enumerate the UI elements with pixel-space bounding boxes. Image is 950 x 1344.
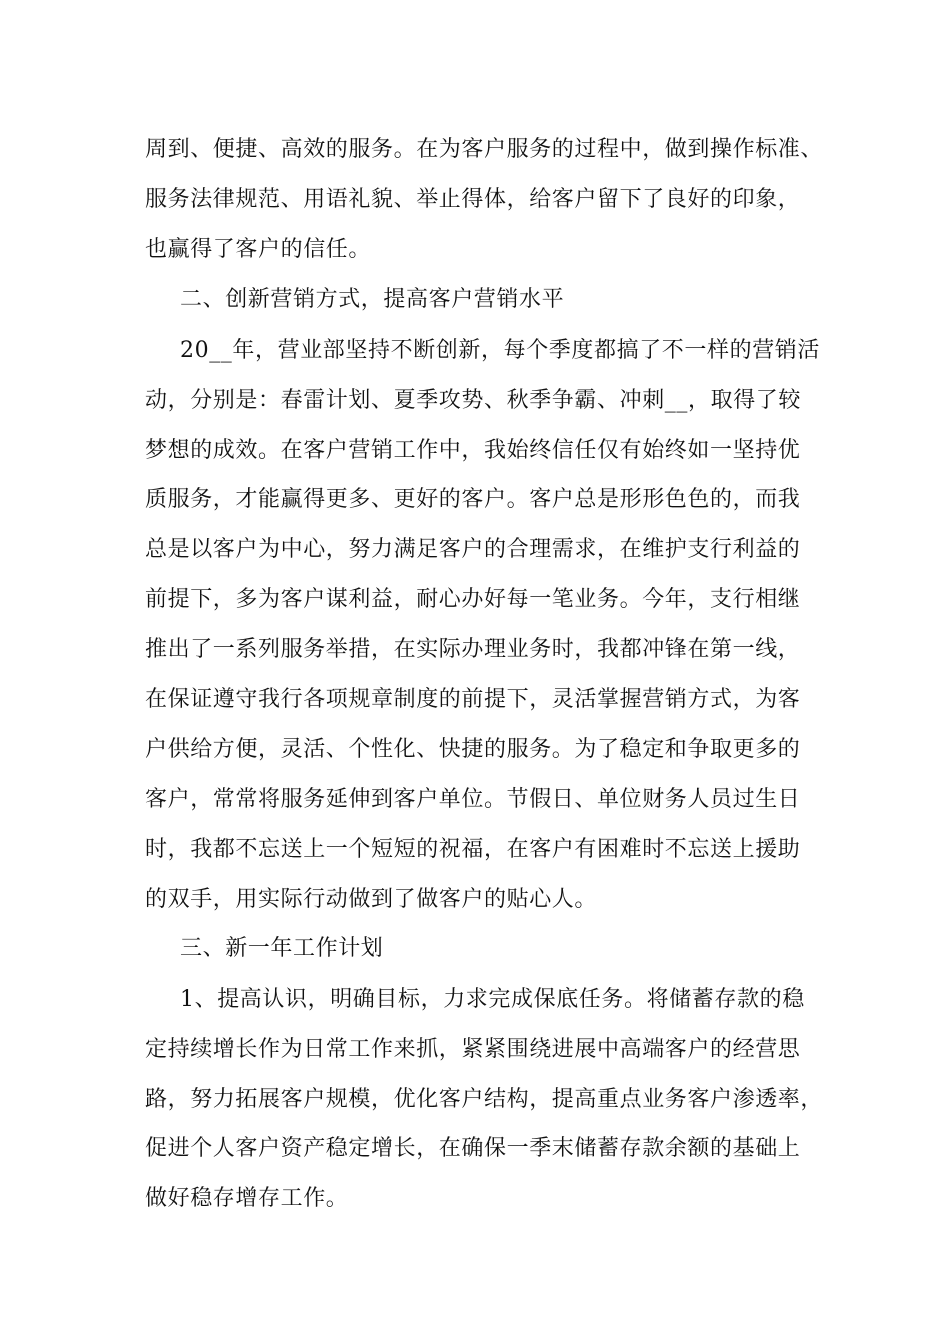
section-heading: 二、创新营销方式，提高客户营销水平: [180, 287, 565, 312]
paragraph-line: 20__年，营业部坚持不断创新，每个季度都搞了不一样的营销活: [180, 338, 820, 363]
paragraph-line: 1、提高认识，明确目标，力求完成保底任务。将储蓄存款的稳: [180, 987, 805, 1012]
paragraph-line: 服务法律规范、用语礼貌、举止得体，给客户留下了良好的印象，: [145, 187, 801, 212]
paragraph-line: 的双手，用实际行动做到了做客户的贴心人。: [145, 887, 598, 912]
paragraph-line: 质服务，才能赢得更多、更好的客户。客户总是形形色色的，而我: [145, 487, 801, 512]
paragraph-line: 周到、便捷、高效的服务。在为客户服务的过程中，做到操作标准、: [145, 137, 824, 162]
paragraph-line: 促进个人客户资产稳定增长，在确保一季末储蓄存款余额的基础上: [145, 1136, 801, 1161]
paragraph-line: 路，努力拓展客户规模，优化客户结构，提高重点业务客户渗透率，: [145, 1087, 824, 1112]
paragraph-line: 时，我都不忘送上一个短短的祝福，在客户有困难时不忘送上援助: [145, 837, 801, 862]
paragraph-line: 也赢得了客户的信任。: [145, 237, 372, 262]
paragraph-line: 户供给方便，灵活、个性化、快捷的服务。为了稳定和争取更多的: [145, 737, 801, 762]
paragraph-line: 总是以客户为中心，努力满足客户的合理需求，在维护支行利益的: [145, 537, 801, 562]
paragraph-line: 梦想的成效。在客户营销工作中，我始终信任仅有始终如一坚持优: [145, 438, 801, 463]
paragraph-line: 客户，常常将服务延伸到客户单位。节假日、单位财务人员过生日: [145, 787, 801, 812]
paragraph-line: 定持续增长作为日常工作来抓，紧紧围绕进展中高端客户的经营思: [145, 1037, 801, 1062]
section-heading: 三、新一年工作计划: [180, 936, 384, 961]
paragraph-line: 前提下，多为客户谋利益，耐心办好每一笔业务。今年，支行相继: [145, 587, 801, 612]
paragraph-line: 推出了一系列服务举措，在实际办理业务时，我都冲锋在第一线，: [145, 637, 801, 662]
paragraph-line: 做好稳存增存工作。: [145, 1186, 349, 1211]
paragraph-line: 在保证遵守我行各项规章制度的前提下，灵活掌握营销方式，为客: [145, 687, 801, 712]
paragraph-line: 动，分别是：春雷计划、夏季攻势、秋季争霸、冲刺__，取得了较: [145, 388, 802, 413]
